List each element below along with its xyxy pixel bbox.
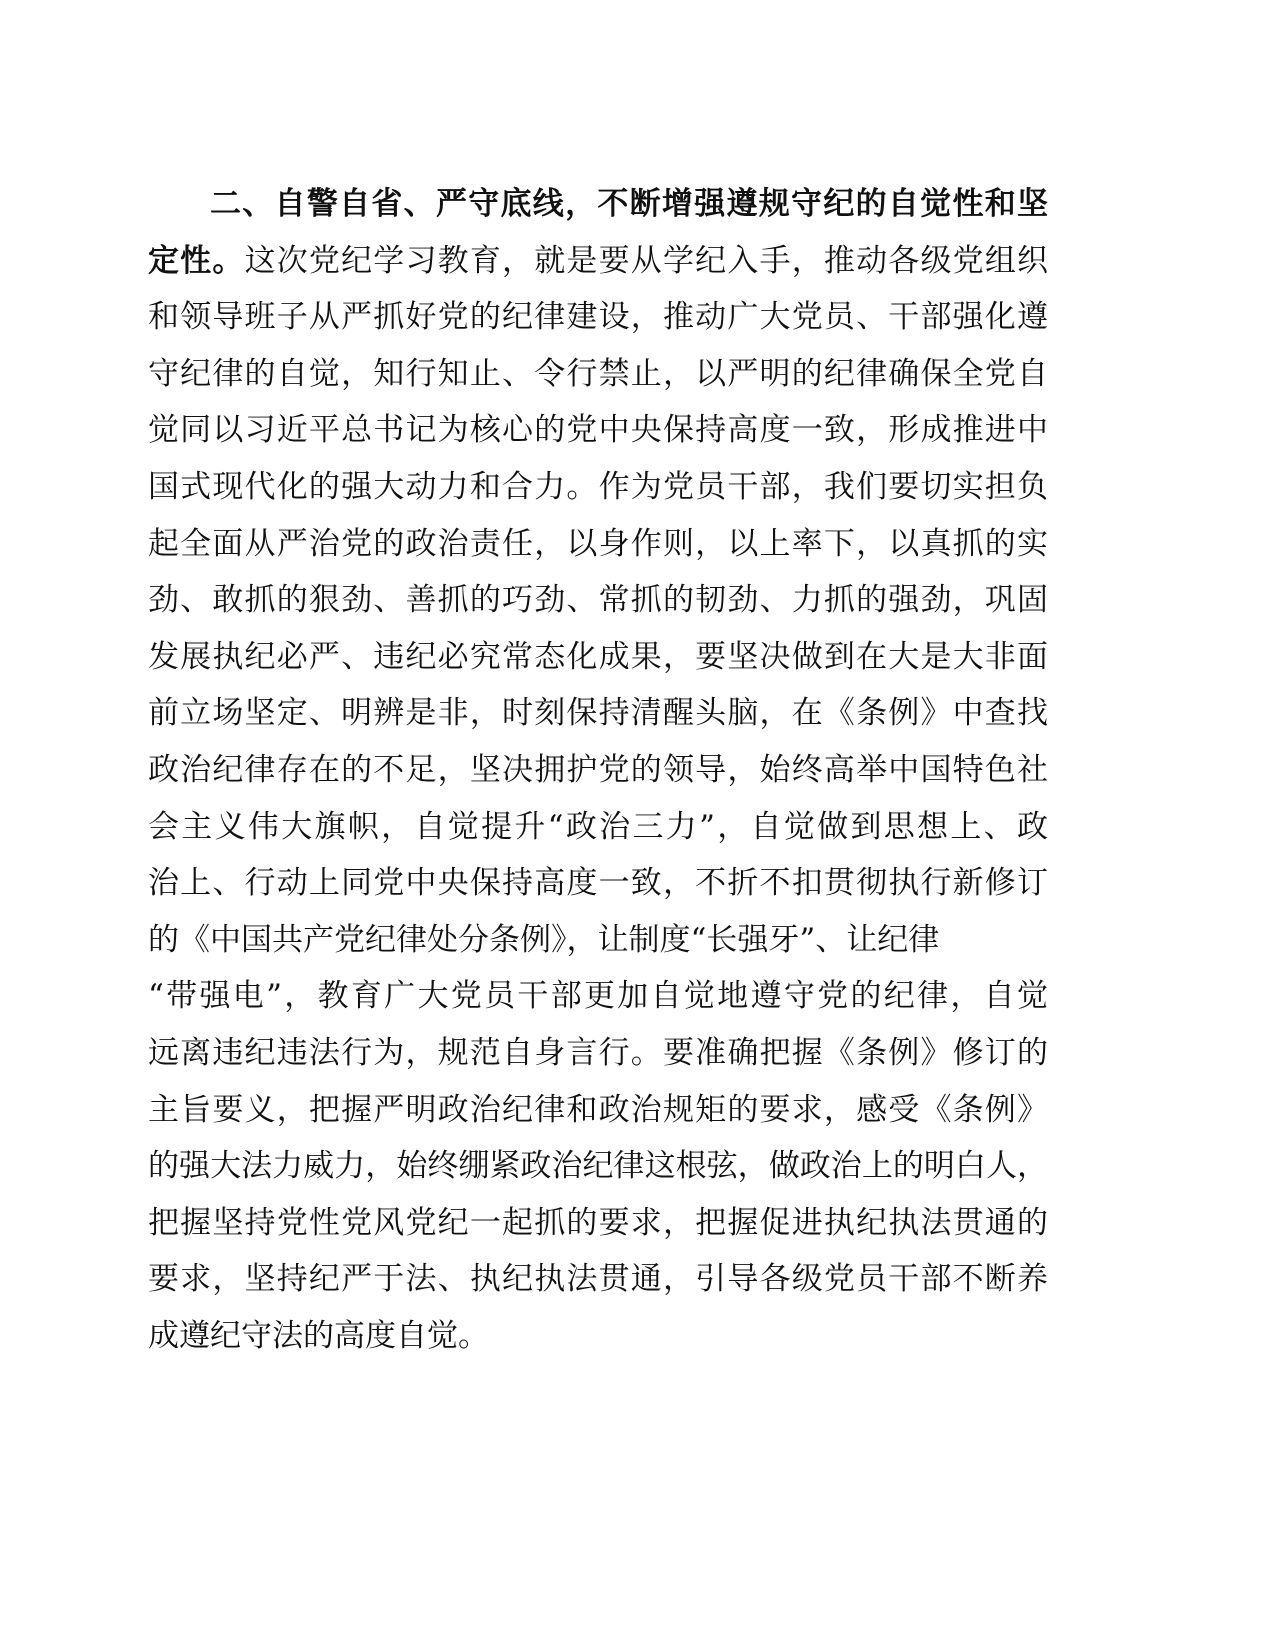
paragraph-line: 守纪律的自觉，知行知止、令行禁止，以严明的纪律确保全党自 <box>148 355 1048 392</box>
heading-line-2: 定性。 <box>148 242 245 279</box>
paragraph-line: 的强大法力威力，始终绷紧政治纪律这根弦，做政治上的明白人， <box>148 1148 1048 1185</box>
paragraph-line: 劲、敢抓的狠劲、善抓的巧劲、常抓的韧劲、力抓的强劲，巩固 <box>148 582 1048 619</box>
paragraph-line: 国式现代化的强大动力和合力。作为党员干部，我们要切实担负 <box>148 468 1048 505</box>
paragraph-line: 政治纪律存在的不足，坚决拥护党的领导，始终高举中国特色社 <box>148 751 1048 788</box>
paragraph-line: 把握坚持党性党风党纪一起抓的要求，把握促进执纪执法贯通的 <box>148 1204 1048 1241</box>
body-paragraph <box>148 176 1048 1364</box>
paragraph-line: 主旨要义，把握严明政治纪律和政治规矩的要求，感受《条例》 <box>148 1091 1048 1128</box>
paragraph-text: 这次党纪学习教育，就是要从学纪入手，推动各级党组织 <box>244 242 1049 279</box>
paragraph-line: 要求，坚持纪严于法、执纪执法贯通，引导各级党员干部不断养 <box>148 1261 1048 1298</box>
heading-line-1: 二、自警自省、严守底线，不断增强遵规守纪的自觉性和坚 <box>210 186 1048 222</box>
paragraph-line: 起全面从严治党的政治责任，以身作则，以上率下，以真抓的实 <box>148 525 1048 562</box>
paragraph-line: “带强电”，教育广大党员干部更加自觉地遵守党的纪律，自觉 <box>148 978 1048 1015</box>
paragraph-line: 远离违纪违法行为，规范自身言行。要准确把握《条例》修订的 <box>148 1034 1048 1071</box>
paragraph-line: 前立场坚定、明辨是非，时刻保持清醒头脑，在《条例》中查找 <box>148 695 1048 732</box>
paragraph-line: 觉同以习近平总书记为核心的党中央保持高度一致，形成推进中 <box>148 412 1048 449</box>
paragraph-line-last: 成遵纪守法的高度自觉。 <box>148 1317 489 1354</box>
paragraph-line: 的《中国共产党纪律处分条例》，让制度“长强牙”、让纪律 <box>148 921 940 958</box>
paragraph-line: 会主义伟大旗帜，自觉提升“政治三力”，自觉做到思想上、政 <box>148 808 1048 845</box>
paragraph-line: 和领导班子从严抓好党的纪律建设，推动广大党员、干部强化遵 <box>148 299 1048 336</box>
paragraph-line: 治上、行动上同党中央保持高度一致，不折不扣贯彻执行新修订 <box>148 865 1048 902</box>
paragraph-line-2 <box>148 233 1048 290</box>
paragraph-line: 发展执纪必严、违纪必究常态化成果，要坚决做到在大是大非面 <box>148 638 1048 675</box>
